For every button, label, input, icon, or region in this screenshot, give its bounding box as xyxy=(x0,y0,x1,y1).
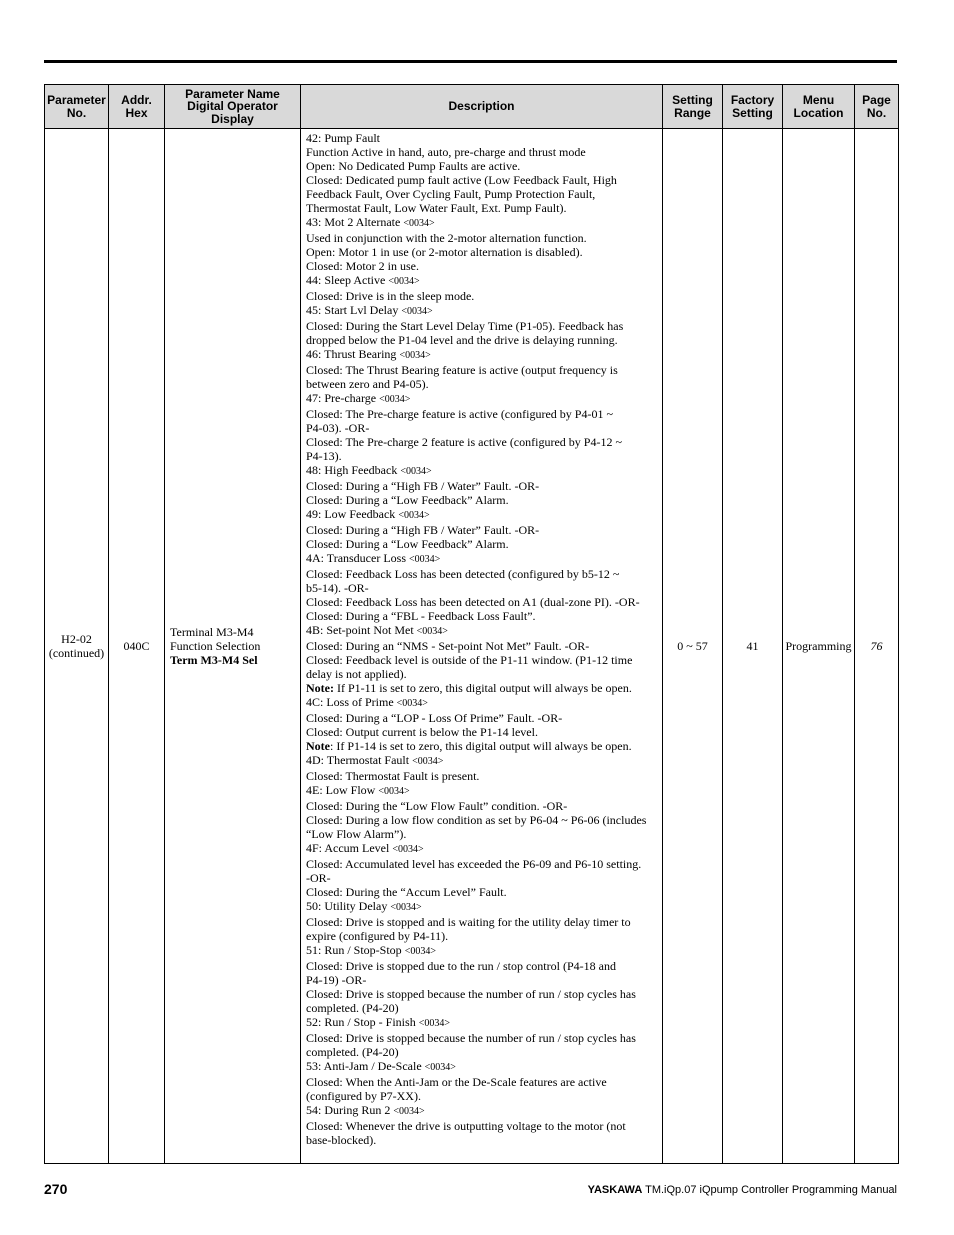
description-line xyxy=(306,711,658,725)
description-text: Thermostat Fault, Low Water Fault, Ext. Pump Fault). xyxy=(306,201,567,215)
description-text: completed. (P4-20) xyxy=(306,1001,399,1015)
description-line xyxy=(306,347,658,363)
header-rule xyxy=(44,60,897,63)
revision-tag: <0034> xyxy=(409,554,441,565)
description-line xyxy=(306,537,658,551)
footer-manual-title: TM.iQp.07 iQpump Controller Programming Manual xyxy=(642,1184,897,1196)
revision-tag: <0034> xyxy=(403,218,435,229)
description-text: P4-13). xyxy=(306,449,342,463)
description-line xyxy=(306,959,658,973)
description-line xyxy=(306,799,658,813)
description-text: 43: Mot 2 Alternate xyxy=(306,215,404,229)
parameter-table xyxy=(44,84,899,1164)
description-line xyxy=(306,449,658,463)
description-line xyxy=(306,581,658,595)
description-text: 4B: Set-point Not Met xyxy=(306,623,417,637)
description-text: : If P1-14 is set to zero, this digital output will always be open. xyxy=(330,739,632,753)
description-line xyxy=(306,987,658,1001)
description-line xyxy=(306,1031,658,1045)
description-text: 4F: Accum Level xyxy=(306,841,393,855)
description-line xyxy=(306,245,658,259)
description-text: Closed: Drive is in the sleep mode. xyxy=(306,289,475,303)
description-text: expire (configured by P4-11). xyxy=(306,929,449,943)
description-line xyxy=(306,885,658,899)
description-line xyxy=(306,173,658,187)
description-text: 50: Utility Delay xyxy=(306,899,391,913)
description-line xyxy=(306,753,658,769)
description-line xyxy=(306,813,658,827)
description-line xyxy=(306,145,658,159)
description-line xyxy=(306,1059,658,1075)
description-line xyxy=(306,827,658,841)
description-text: 45: Start Lvl Delay xyxy=(306,303,402,317)
table-header-row xyxy=(45,85,899,129)
description-line xyxy=(306,1119,658,1133)
description-text: Closed: During a “Low Feedback” Alarm. xyxy=(306,493,509,507)
description-line xyxy=(306,215,658,231)
description-line xyxy=(306,377,658,391)
description-line xyxy=(306,273,658,289)
description-text: Closed: Drive is stopped because the number of run / stop cycles has xyxy=(306,1031,636,1045)
description-text: Closed: Thermostat Fault is present. xyxy=(306,769,480,783)
revision-tag: <0034> xyxy=(404,946,436,957)
description-line xyxy=(306,695,658,711)
description-text: Closed: Accumulated level has exceeded the P6-09 and P6-10 setting. xyxy=(306,857,642,871)
description-text: b5-14). -OR- xyxy=(306,581,369,595)
revision-tag: <0034> xyxy=(396,698,428,709)
col-header-setting-range: Setting Range xyxy=(663,85,723,129)
description-text: 54: During Run 2 xyxy=(306,1103,394,1117)
description-line xyxy=(306,435,658,449)
col-header-addr-hex: Addr. Hex xyxy=(109,85,165,129)
description-line xyxy=(306,363,658,377)
description-text: Feedback Fault, Over Cycling Fault, Pump Protection Fault, xyxy=(306,187,596,201)
setting-range-cell: 0 ~ 57 xyxy=(663,129,723,1164)
description-text: Closed: During the “Accum Level” Fault. xyxy=(306,885,507,899)
description-line xyxy=(306,333,658,347)
revision-tag: <0034> xyxy=(424,1062,456,1073)
description-text: 4E: Low Flow xyxy=(306,783,379,797)
description-line xyxy=(306,523,658,537)
description-text: Closed: The Thrust Bearing feature is active (output frequency is xyxy=(306,363,618,377)
col-header-parameter-no: Parameter No. xyxy=(45,85,109,129)
description-text: Closed: When the Anti-Jam or the De-Scale features are active xyxy=(306,1075,607,1089)
revision-tag: <0034> xyxy=(401,306,433,317)
page-number: 270 xyxy=(44,1181,68,1197)
description-line xyxy=(306,407,658,421)
parameter-name-line-1: Terminal M3-M4 xyxy=(170,625,254,639)
description-text: 49: Low Feedback xyxy=(306,507,399,521)
col-header-description: Description xyxy=(301,85,663,129)
description-text: Closed: During a “High FB / Water” Fault. -OR- xyxy=(306,523,540,537)
revision-tag: <0034> xyxy=(379,394,411,405)
description-text: Closed: Output current is below the P1-14 level. xyxy=(306,725,538,739)
description-text: -OR- xyxy=(306,871,331,885)
description-text: 47: Pre-charge xyxy=(306,391,380,405)
page-no-link[interactable]: 76 xyxy=(855,129,899,1164)
description-line xyxy=(306,421,658,435)
description-line xyxy=(306,653,658,667)
description-text: Closed: Drive is stopped because the number of run / stop cycles has xyxy=(306,987,636,1001)
description-text: Closed: During a “LOP - Loss Of Prime” Fault. -OR- xyxy=(306,711,563,725)
description-text: Function Active in hand, auto, pre-charge and thrust mode xyxy=(306,145,586,159)
revision-tag: <0034> xyxy=(399,350,431,361)
description-text: Closed: During the Start Level Delay Time (P1-05). Feedback has xyxy=(306,319,624,333)
description-text: 46: Thrust Bearing xyxy=(306,347,400,361)
description-line xyxy=(306,915,658,929)
description-text: Closed: During a low flow condition as set by P6-04 ~ P6-06 (includes xyxy=(306,813,647,827)
description-line xyxy=(306,595,658,609)
description-line xyxy=(306,259,658,273)
description-line xyxy=(306,391,658,407)
description-text: delay is not applied). xyxy=(306,667,407,681)
note-label: Note xyxy=(306,739,330,753)
description-line xyxy=(306,1103,658,1119)
description-text: Closed: The Pre-charge feature is active (configured by P4-01 ~ xyxy=(306,407,613,421)
col-header-menu-location: Menu Location xyxy=(783,85,855,129)
revision-tag: <0034> xyxy=(378,786,410,797)
description-line xyxy=(306,769,658,783)
description-line xyxy=(306,681,658,695)
description-line xyxy=(306,303,658,319)
description-text: completed. (P4-20) xyxy=(306,1045,399,1059)
description-line xyxy=(306,131,658,145)
factory-setting-cell: 41 xyxy=(723,129,783,1164)
description-line xyxy=(306,187,658,201)
description-text: Closed: Feedback Loss has been detected on A1 (dual-zone PI). -OR- xyxy=(306,595,640,609)
description-line xyxy=(306,1133,658,1147)
description-line xyxy=(306,551,658,567)
description-text: 52: Run / Stop - Finish xyxy=(306,1015,419,1029)
description-line xyxy=(306,567,658,581)
description-text: 53: Anti-Jam / De-Scale xyxy=(306,1059,425,1073)
col-header-parameter-name: Parameter Name Digital Operator Display xyxy=(165,85,301,129)
description-line xyxy=(306,479,658,493)
description-line xyxy=(306,1075,658,1089)
menu-location-cell: Programming xyxy=(783,129,855,1164)
description-line xyxy=(306,725,658,739)
description-line xyxy=(306,841,658,857)
description-text: dropped below the P1-04 level and the drive is delaying running. xyxy=(306,333,618,347)
description-line xyxy=(306,507,658,523)
description-text: P4-19) -OR- xyxy=(306,973,367,987)
description-line xyxy=(306,493,658,507)
description-text: “Low Flow Alarm”). xyxy=(306,827,407,841)
revision-tag: <0034> xyxy=(398,510,430,521)
description-line xyxy=(306,623,658,639)
revision-tag: <0034> xyxy=(400,466,432,477)
description-text: base-blocked). xyxy=(306,1133,377,1147)
description-text: Closed: Dedicated pump fault active (Low Feedback Fault, High xyxy=(306,173,617,187)
description-line xyxy=(306,1089,658,1103)
description-text: Closed: During a “High FB / Water” Fault. -OR- xyxy=(306,479,540,493)
description-text: (configured by P7-XX). xyxy=(306,1089,421,1103)
revision-tag: <0034> xyxy=(416,626,448,637)
description-text: 42: Pump Fault xyxy=(306,131,381,145)
description-line xyxy=(306,871,658,885)
table-row xyxy=(45,129,899,1164)
parameter-no-cell xyxy=(45,129,109,1164)
description-text: Closed: During a “Low Feedback” Alarm. xyxy=(306,537,509,551)
description-line xyxy=(306,929,658,943)
description-text: P4-03). -OR- xyxy=(306,421,370,435)
description-text: 44: Sleep Active xyxy=(306,273,389,287)
description-text: 4A: Transducer Loss xyxy=(306,551,410,565)
description-line xyxy=(306,1045,658,1059)
addr-hex-cell: 040C xyxy=(109,129,165,1164)
description-text: Used in conjunction with the 2-motor alternation function. xyxy=(306,231,587,245)
note-label: Note: xyxy=(306,681,334,695)
description-text: Closed: Motor 2 in use. xyxy=(306,259,419,273)
parameter-continued-note: (continued) xyxy=(48,646,105,660)
description-line xyxy=(306,943,658,959)
description-text: Closed: Drive is stopped due to the run / stop control (P4-18 and xyxy=(306,959,616,973)
digital-operator-display: Term M3-M4 Sel xyxy=(170,653,258,667)
description-text: Closed: Feedback Loss has been detected (configured by b5-12 ~ xyxy=(306,567,620,581)
description-line xyxy=(306,667,658,681)
description-line xyxy=(306,639,658,653)
col-header-factory-setting: Factory Setting xyxy=(723,85,783,129)
description-line xyxy=(306,231,658,245)
description-line xyxy=(306,201,658,215)
description-text: Closed: During the “Low Flow Fault” condition. -OR- xyxy=(306,799,568,813)
description-text: Closed: During a “FBL - Feedback Loss Fault”. xyxy=(306,609,536,623)
description-line xyxy=(306,159,658,173)
description-line xyxy=(306,857,658,871)
description-line xyxy=(306,1001,658,1015)
description-text: Closed: Whenever the drive is outputting voltage to the motor (not xyxy=(306,1119,626,1133)
parameter-name-cell xyxy=(165,129,301,1164)
footer-title xyxy=(588,1184,897,1196)
description-text: 51: Run / Stop-Stop xyxy=(306,943,405,957)
description-text: between zero and P4-05). xyxy=(306,377,429,391)
description-text: Closed: The Pre-charge 2 feature is active (configured by P4-12 ~ xyxy=(306,435,622,449)
description-line xyxy=(306,609,658,623)
description-text: 48: High Feedback xyxy=(306,463,401,477)
description-line xyxy=(306,973,658,987)
description-text: Open: Motor 1 in use (or 2-motor alternation is disabled). xyxy=(306,245,583,259)
col-header-page-no: Page No. xyxy=(855,85,899,129)
parameter-no: H2-02 xyxy=(61,632,92,646)
description-line xyxy=(306,1015,658,1031)
parameter-name-line-2: Function Selection xyxy=(170,639,261,653)
description-cell xyxy=(301,129,663,1164)
revision-tag: <0034> xyxy=(388,276,420,287)
description-text: Closed: Drive is stopped and is waiting for the utility delay timer to xyxy=(306,915,631,929)
description-text: 4C: Loss of Prime xyxy=(306,695,397,709)
revision-tag: <0034> xyxy=(393,1106,425,1117)
revision-tag: <0034> xyxy=(390,902,422,913)
description-text: Open: No Dedicated Pump Faults are active. xyxy=(306,159,521,173)
description-text: Closed: During an “NMS - Set-point Not Met” Fault. -OR- xyxy=(306,639,590,653)
description-line xyxy=(306,319,658,333)
description-text: If P1-11 is set to zero, this digital output will always be open. xyxy=(333,681,632,695)
footer-brand: YASKAWA xyxy=(587,1184,643,1196)
description-line xyxy=(306,739,658,753)
revision-tag: <0034> xyxy=(392,844,424,855)
description-line xyxy=(306,463,658,479)
description-text: Closed: Feedback level is outside of the P1-11 window. (P1-12 time xyxy=(306,653,633,667)
description-line xyxy=(306,783,658,799)
description-line xyxy=(306,289,658,303)
description-line xyxy=(306,899,658,915)
revision-tag: <0034> xyxy=(418,1018,450,1029)
description-text: 4D: Thermostat Fault xyxy=(306,753,413,767)
revision-tag: <0034> xyxy=(412,756,444,767)
